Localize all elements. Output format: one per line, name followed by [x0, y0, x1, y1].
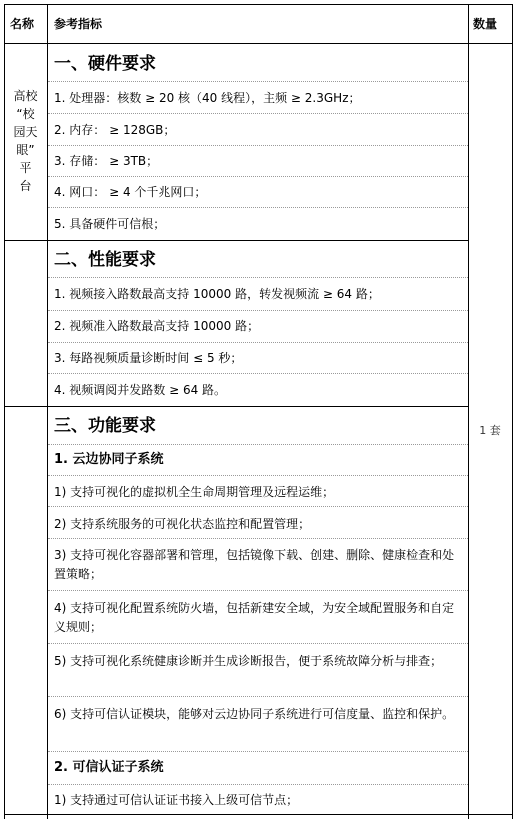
row-separator	[48, 590, 468, 591]
performance-item-4: 4. 视频调阅并发路数 ≥ 64 路。	[54, 383, 227, 397]
column-divider-2	[468, 4, 469, 819]
section-performance-title: 二、性能要求	[54, 250, 156, 270]
row-separator	[48, 277, 468, 278]
platform-name-6: 台	[19, 179, 32, 193]
row-separator	[48, 784, 468, 785]
hardware-item-4: 4. 网口： ≥ 4 个千兆网口；	[54, 185, 207, 199]
platform-name-4: 眼”	[16, 143, 35, 157]
cloud-edge-item-6: 6) 支持可信认证模块，能够对云边协同子系统进行可信度量、监控和保护。	[54, 707, 455, 721]
row-separator	[48, 81, 468, 82]
performance-item-2: 2. 视频准入路数最高支持 10000 路；	[54, 319, 260, 333]
row-separator	[48, 751, 468, 752]
platform-name-5: 平	[19, 161, 32, 175]
hardware-item-3: 3. 存储： ≥ 3TB；	[54, 154, 159, 168]
quantity-value: 1 套	[479, 424, 501, 437]
platform-name-2: “校	[16, 107, 35, 121]
subsystem-trusted-auth-title: 2. 可信认证子系统	[54, 760, 164, 775]
row-divider-2	[4, 406, 468, 407]
section-hardware-title: 一、硬件要求	[54, 54, 156, 74]
row-separator	[48, 696, 468, 697]
platform-name-1: 高校	[13, 89, 38, 103]
table-border-top	[4, 4, 513, 5]
hardware-item-1: 1. 处理器：核数 ≥ 20 核（40 线程），主频 ≥ 2.3GHz；	[54, 91, 361, 105]
row-separator	[48, 373, 468, 374]
row-separator	[48, 506, 468, 507]
cloud-edge-item-4: 4) 支持可视化配置系统防火墙，包括新建安全域，为安全域配置服务和自定义规则；	[54, 601, 455, 634]
row-separator	[48, 113, 468, 114]
hardware-item-5: 5. 具备硬件可信根；	[54, 217, 166, 231]
row-separator	[48, 145, 468, 146]
performance-item-1: 1. 视频接入路数最高支持 10000 路，转发视频流 ≥ 64 路；	[54, 287, 380, 301]
row-separator	[48, 310, 468, 311]
subsystem-cloud-edge-title: 1. 云边协同子系统	[54, 452, 164, 467]
hardware-item-2: 2. 内存： ≥ 128GB；	[54, 123, 176, 137]
row-separator	[48, 538, 468, 539]
row-divider-1	[4, 240, 468, 241]
section-function-title: 三、功能要求	[54, 416, 156, 436]
trusted-auth-item-1: 1) 支持通过可信认证证书接入上级可信节点；	[54, 793, 299, 807]
row-separator	[48, 643, 468, 644]
cloud-edge-item-5: 5) 支持可视化系统健康诊断并生成诊断报告，便于系统故障分析与排查；	[54, 654, 443, 668]
platform-name-3: 园天	[13, 125, 38, 139]
cloud-edge-item-2: 2) 支持系统服务的可视化状态监控和配置管理；	[54, 517, 311, 531]
row-separator	[48, 342, 468, 343]
cloud-edge-item-1: 1) 支持可视化的虚拟机全生命周期管理及远程运维；	[54, 485, 335, 499]
header-divider	[4, 43, 513, 44]
cloud-edge-item-3: 3) 支持可视化容器部署和管理，包括镜像下载、创建、删除、健康检查和处置策略；	[54, 548, 455, 581]
row-separator	[48, 176, 468, 177]
performance-item-3: 3. 每路视频质量诊断时间 ≤ 5 秒；	[54, 351, 243, 365]
header-index: 参考指标	[54, 17, 103, 31]
row-separator	[48, 444, 468, 445]
header-name: 名称	[10, 17, 35, 31]
row-separator	[48, 475, 468, 476]
row-separator	[48, 207, 468, 208]
table-border-bottom	[4, 814, 513, 815]
table-border-right	[512, 4, 513, 819]
header-quantity: 数量	[473, 17, 498, 31]
